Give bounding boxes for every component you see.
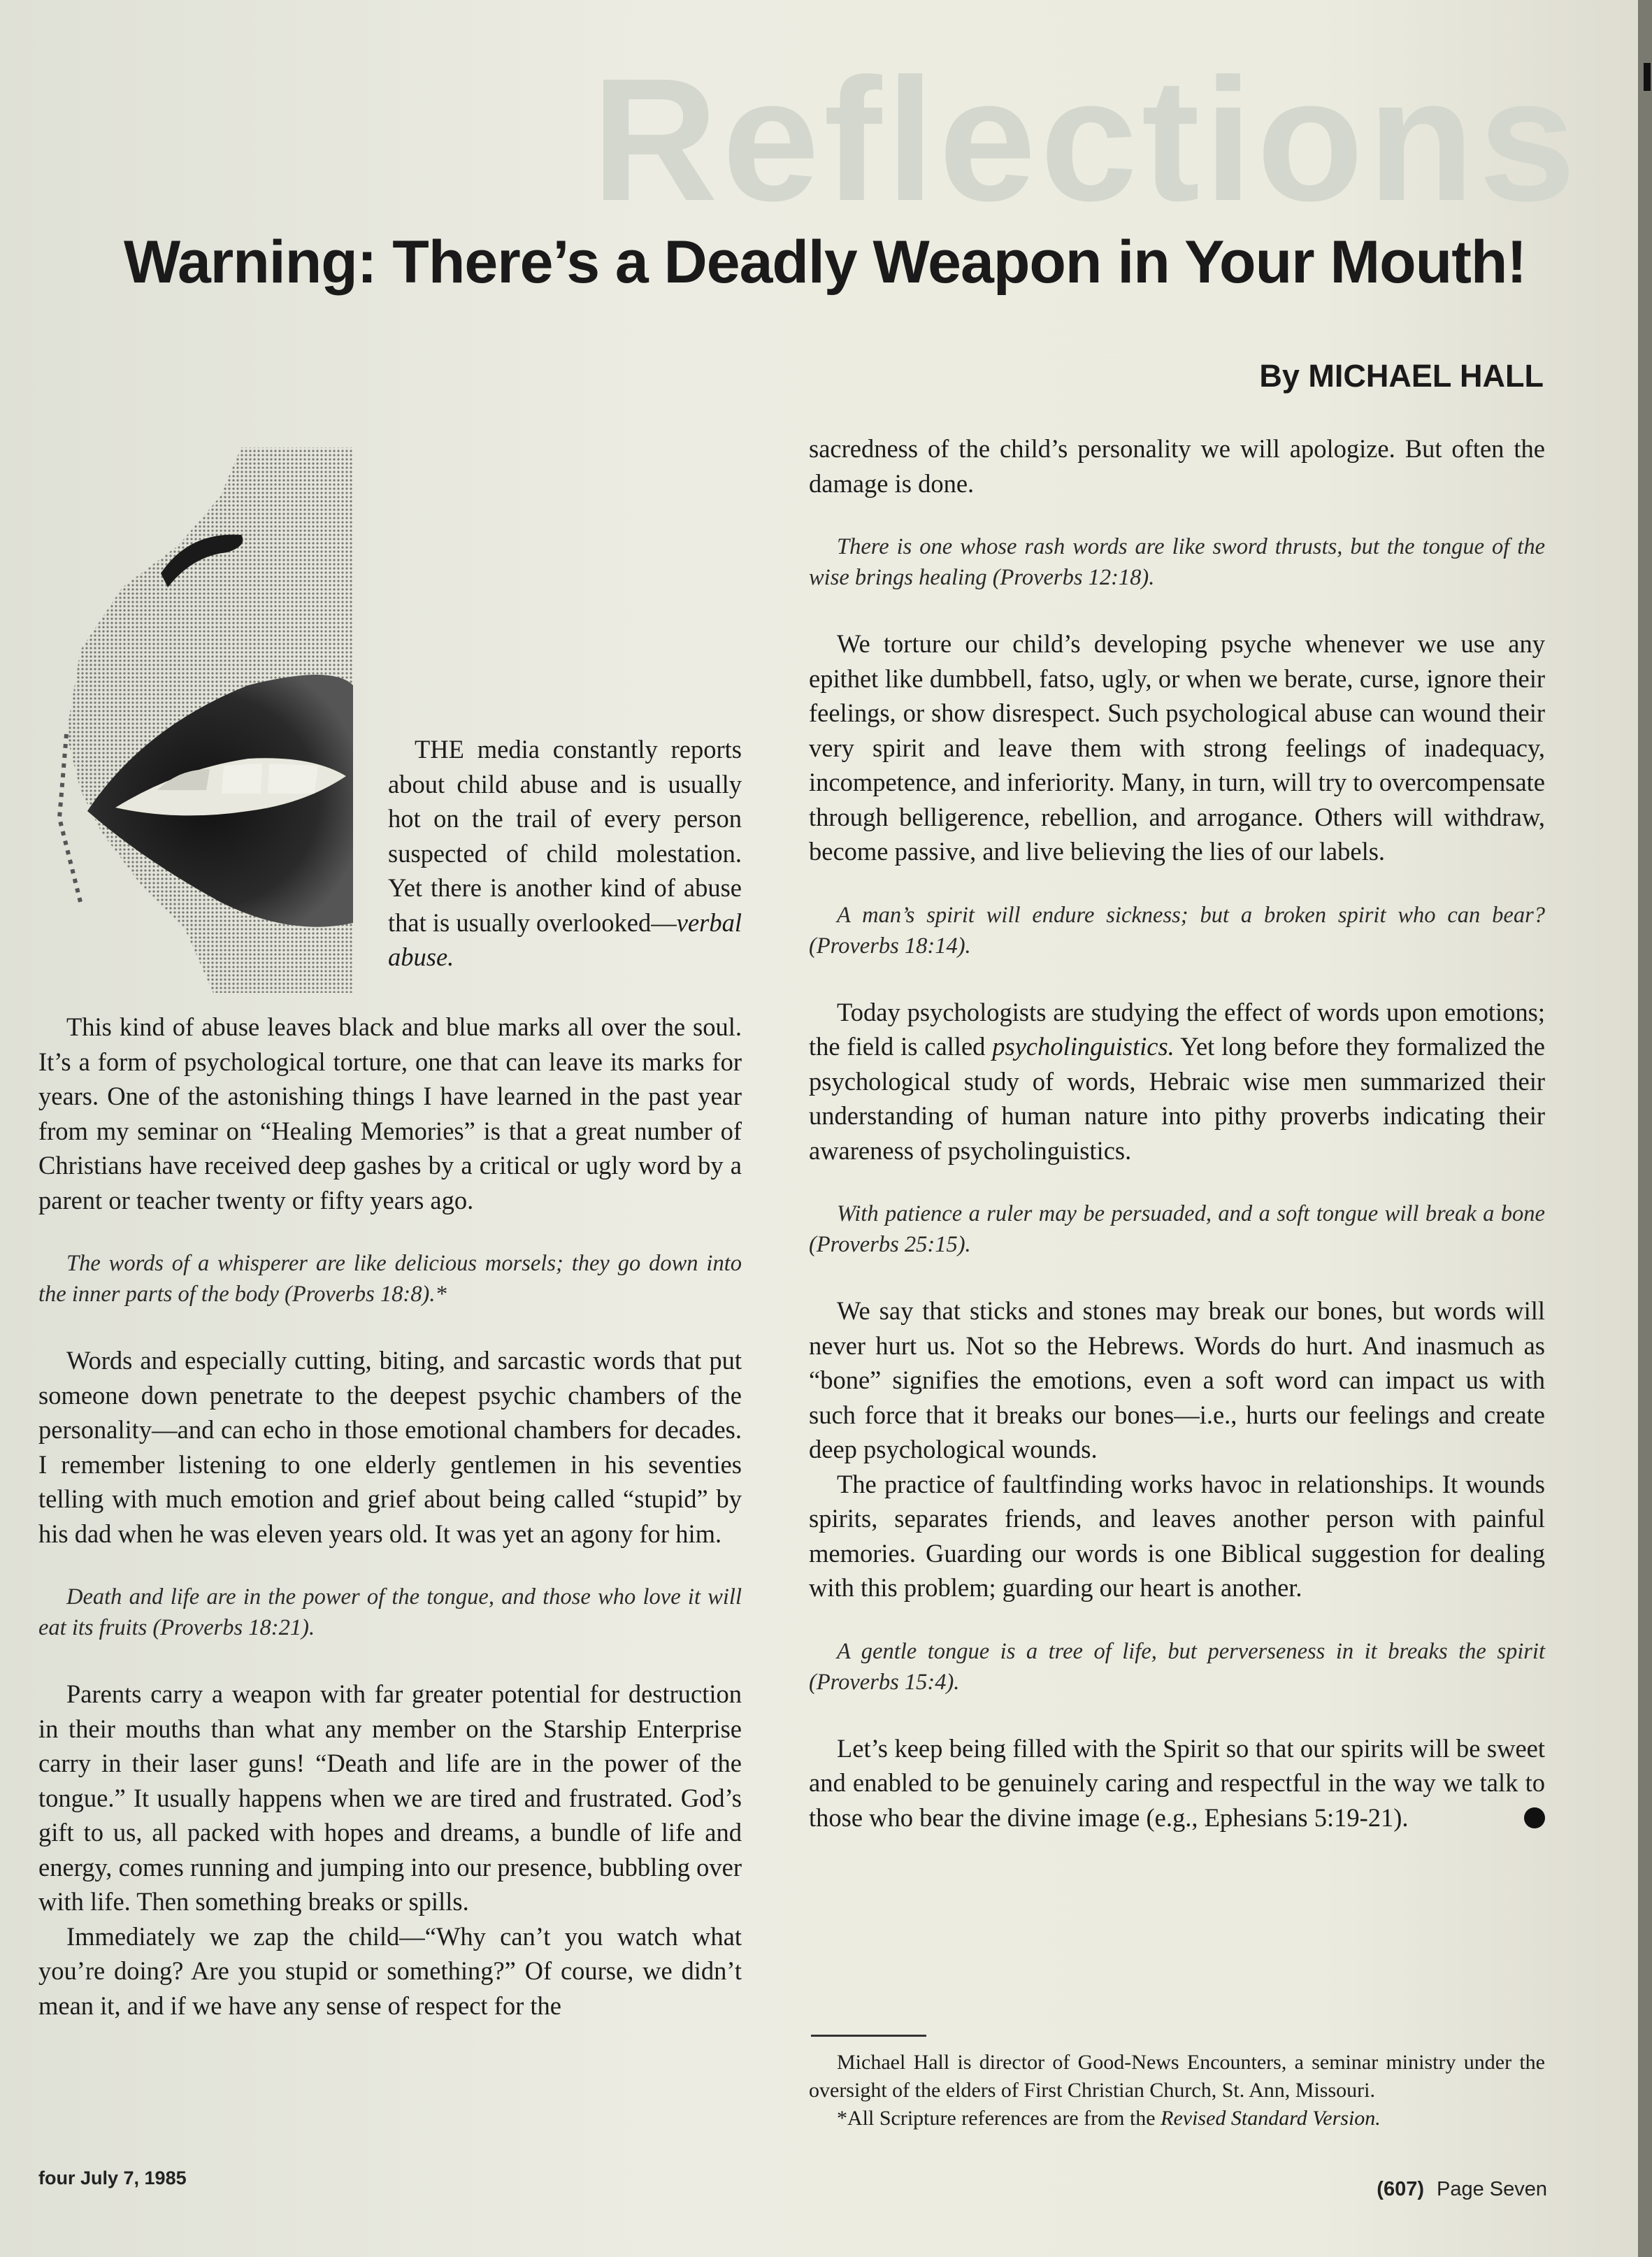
scripture-quote: With patience a ruler may be persuaded, and a soft tongue will break a bone (Proverbs 25:15). [809, 1201, 1545, 1257]
scripture-quote: A gentle tongue is a tree of life, but perverseness in it breaks the spirit (Proverbs 15:4). [809, 1638, 1545, 1695]
paragraph: Parents carry a weapon with far greater potential for destruction in their mouths than what any member on the Starship Enterprise carry in their laser guns! “Death and life are in the power of the tongue.” It usually happens when we are tired and frustrated. God’s gift to us, all packed with hopes and dreams, a bundle of life and energy, comes running and jumping into our presence, bubbling over with life. Then something breaks or spills. [38, 1679, 742, 1916]
background-word: Reflections [591, 49, 1580, 231]
article-title: Warning: There’s a Deadly Weapon in Your Mouth! [124, 229, 1526, 296]
scripture-quote: A man’s spirit will endure sickness; but a broken spirit who can bear? (Proverbs 18:14). [809, 902, 1545, 959]
paragraph-text: Today psychologists are studying the effect of words upon emotions; the field is called [809, 997, 1545, 1061]
paragraph: This kind of abuse leaves black and blue marks all over the soul. It’s a form of psychological torture, one that can leave its marks for years. One of the astonishing things I have learned in the past year from my seminar on “Healing Memories” is that a great number of Christians have received deep gashes by a critical or ugly word by a parent or teacher twenty or fifty years ago. [38, 1012, 742, 1215]
paragraph: Words and especially cutting, biting, and sarcastic words that put someone down penetrate to the deepest psychic chambers of the personality—and can echo in those emotional chambers for decades. I remember listening to one elderly gentlemen in his seventies telling with much emotion and grief about being called “stupid” by his dad when he was eleven years old. It was yet an agony for him. [38, 1346, 742, 1548]
end-mark [1524, 1807, 1545, 1828]
footnote-text: *All Scripture references are from the [837, 2107, 1161, 2130]
paragraph: The practice of faultfinding works havoc in relationships. It wounds spirits, separates friends, and leaves another person with painful memories. Guarding our words is one Biblical suggestion for dealing with this problem; guarding our heart is another. [809, 1469, 1545, 1602]
paragraph-text: Let’s keep being filled with the Spirit so that our spirits will be sweet and enabled to be genuinely caring and respectful in the way we talk to those who bear the divine image (e.g., Ephesians 5:19-21). [809, 1733, 1545, 1832]
footer-date: four July 7, 1985 [38, 2168, 187, 2188]
bio-line: Michael Hall is director of Good-News Encounters, a seminar ministry under the oversight of the elders of First Christian Church, St. Ann, Missouri. [809, 2051, 1545, 2102]
paragraph: sacredness of the child’s personality we will apologize. But often the damage is done. [809, 434, 1545, 498]
paragraph-emphasis: psycholinguistics. [992, 1032, 1175, 1061]
scripture-quote: Death and life are in the power of the tongue, and those who love it will eat its fruits (Proverbs 18:21). [38, 1584, 742, 1640]
intro-text: THE media constantly reports about child abuse and is usually hot on the trail of every person suspected of child molestation. Yet there is another kind of abuse that is usually overlooked— [388, 735, 742, 937]
paragraph: We say that sticks and stones may break our bones, but words will never hurt us. Not so the Hebrews. Words do hurt. And inasmuch as “bone” signifies the emotions, even a soft word can impact us with such force that it breaks our bones—i.e., hurts our feelings and create deep psychological wounds. [809, 1296, 1545, 1463]
intro-emphasis: verbal abuse. [388, 908, 742, 971]
scripture-quote: The words of a whisperer are like delicious morsels; they go down into the inner parts of the body (Proverbs 18:8).* [38, 1251, 742, 1307]
intro-paragraph [388, 732, 742, 975]
mouth-illustration [38, 440, 360, 1000]
paragraph: Immediately we zap the child—“Why can’t you watch what you’re doing? Are you stupid or something?” Of course, we didn’t mean it, and if we have any sense of respect for the [38, 1921, 742, 2020]
left-column [38, 1010, 742, 2023]
footnote [809, 2105, 1545, 2133]
right-column [809, 431, 1545, 1835]
author-bio [809, 2049, 1545, 2133]
page-edge-shadow [1638, 0, 1652, 2257]
footer-page [1377, 2178, 1547, 2201]
paragraph: We torture our child’s developing psyche whenever we use any epithet like dumbbell, fatso, ugly, or when we berate, curse, ignore their feelings, or show disrespect. Such psychological abuse can wound their very spirit and leave them with strong feelings of inadequacy, incompetence, and inferiority. Many, in turn, will try to overcompensate through belligerence, rebellion, and arrogance. Others will withdraw, become passive, and live believing the lies of our labels. [809, 629, 1545, 866]
paragraph [809, 1731, 1545, 1835]
byline: By MICHAEL HALL [1259, 358, 1544, 394]
bio-divider [811, 2035, 926, 2037]
paragraph-text: Yet long before they formalized the psychological study of words, Hebraic wise men summarized their understanding of human nature into pithy proverbs indicating their awareness of psycholinguistics. [809, 1032, 1545, 1165]
footer-page-number: (607) [1377, 2178, 1424, 2200]
page-edge-mark [1644, 63, 1651, 91]
paragraph [809, 995, 1545, 1168]
scripture-quote: There is one whose rash words are like sword thrusts, but the tongue of the wise brings healing (Proverbs 12:18). [809, 534, 1545, 590]
footnote-emphasis: Revised Standard Version. [1161, 2107, 1381, 2130]
footer-page-label: Page Seven [1436, 2178, 1547, 2200]
